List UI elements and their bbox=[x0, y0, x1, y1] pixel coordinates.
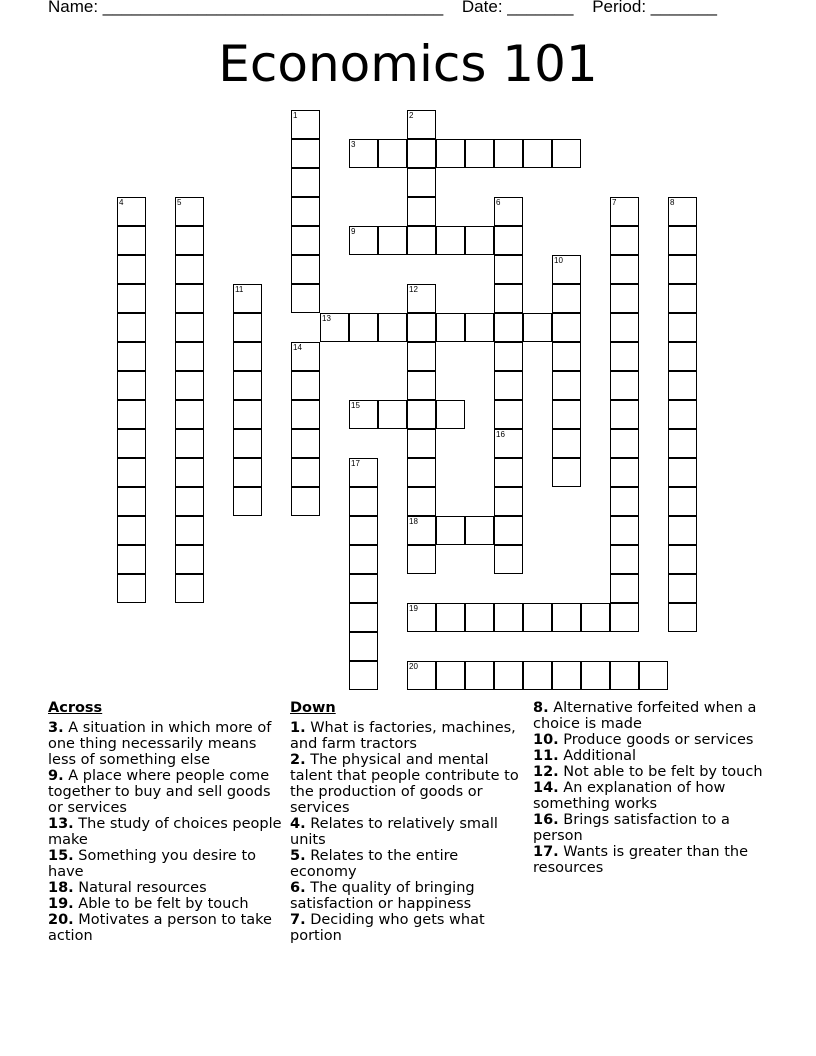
clue-item-text: An explanation of how something works bbox=[533, 780, 726, 812]
clue-item bbox=[48, 816, 284, 848]
crossword-cell[interactable] bbox=[175, 284, 204, 313]
crossword-cell[interactable] bbox=[233, 458, 262, 487]
crossword-cell[interactable] bbox=[610, 255, 639, 284]
crossword-cell[interactable] bbox=[668, 255, 697, 284]
crossword-cell[interactable] bbox=[494, 255, 523, 284]
crossword-cell[interactable] bbox=[552, 255, 581, 284]
crossword-cell[interactable] bbox=[320, 313, 349, 342]
crossword-cell[interactable] bbox=[117, 226, 146, 255]
crossword-cell[interactable] bbox=[378, 400, 407, 429]
crossword-cell[interactable] bbox=[668, 458, 697, 487]
crossword-cell[interactable] bbox=[668, 400, 697, 429]
crossword-cell[interactable] bbox=[233, 429, 262, 458]
crossword-cell[interactable] bbox=[407, 487, 436, 516]
crossword-cell[interactable] bbox=[349, 632, 378, 661]
crossword-cell[interactable] bbox=[436, 400, 465, 429]
crossword-cell[interactable] bbox=[581, 661, 610, 690]
crossword-cell[interactable] bbox=[523, 313, 552, 342]
crossword-cell[interactable] bbox=[668, 284, 697, 313]
crossword-cell[interactable] bbox=[175, 197, 204, 226]
crossword-cell[interactable] bbox=[668, 226, 697, 255]
crossword-cell[interactable] bbox=[175, 516, 204, 545]
clue-item-text: The study of choices people make bbox=[48, 816, 282, 848]
clue-number: 4 bbox=[119, 198, 124, 207]
clue-number: 18 bbox=[409, 517, 418, 526]
crossword-cell[interactable] bbox=[117, 545, 146, 574]
clue-item-text: A place where people come together to buy and sell goods or services bbox=[48, 768, 271, 816]
crossword-cell[interactable] bbox=[175, 400, 204, 429]
crossword-cell[interactable] bbox=[175, 574, 204, 603]
clue-number: 7 bbox=[612, 198, 617, 207]
crossword-cell[interactable] bbox=[407, 342, 436, 371]
clue-item bbox=[533, 812, 763, 844]
crossword-cell[interactable] bbox=[117, 371, 146, 400]
crossword-cell[interactable] bbox=[610, 284, 639, 313]
crossword-cell[interactable] bbox=[610, 400, 639, 429]
crossword-cell[interactable] bbox=[494, 429, 523, 458]
clue-item-number: 8. bbox=[533, 700, 549, 716]
clue-item bbox=[48, 768, 284, 816]
crossword-cell[interactable] bbox=[523, 661, 552, 690]
crossword-cell[interactable] bbox=[175, 226, 204, 255]
clue-item-text: Motivates a person to take action bbox=[48, 912, 272, 944]
crossword-cell[interactable] bbox=[465, 661, 494, 690]
crossword-cell[interactable] bbox=[175, 255, 204, 284]
crossword-cell[interactable] bbox=[407, 313, 436, 342]
crossword-cell[interactable] bbox=[117, 574, 146, 603]
crossword-cell[interactable] bbox=[494, 516, 523, 545]
across-clues bbox=[48, 700, 284, 944]
clue-item bbox=[533, 700, 763, 732]
crossword-cell[interactable] bbox=[291, 110, 320, 139]
crossword-cell[interactable] bbox=[494, 400, 523, 429]
crossword-cell[interactable] bbox=[349, 516, 378, 545]
crossword-cell[interactable] bbox=[291, 371, 320, 400]
clue-item-number: 18. bbox=[48, 880, 74, 896]
name-field[interactable]: Name: ____________________________________ bbox=[48, 0, 444, 16]
clue-item-text: Produce goods or services bbox=[563, 732, 754, 748]
crossword-cell[interactable] bbox=[378, 139, 407, 168]
clue-item-number: 15. bbox=[48, 848, 74, 864]
crossword-cell[interactable] bbox=[117, 197, 146, 226]
crossword-cell[interactable] bbox=[407, 139, 436, 168]
crossword-cell[interactable] bbox=[668, 371, 697, 400]
crossword-cell[interactable] bbox=[494, 284, 523, 313]
crossword-cell[interactable] bbox=[407, 400, 436, 429]
clue-item-text: Additional bbox=[563, 748, 637, 764]
clue-item-text: Relates to relatively small units bbox=[290, 816, 498, 848]
crossword-cell[interactable] bbox=[175, 487, 204, 516]
crossword-cell[interactable] bbox=[291, 284, 320, 313]
crossword-cell[interactable] bbox=[407, 110, 436, 139]
clue-item-number: 9. bbox=[48, 768, 64, 784]
crossword-cell[interactable] bbox=[291, 255, 320, 284]
crossword-cell[interactable] bbox=[610, 574, 639, 603]
crossword-cell[interactable] bbox=[436, 516, 465, 545]
clue-item-number: 5. bbox=[290, 848, 306, 864]
clue-item-number: 13. bbox=[48, 816, 74, 832]
crossword-cell[interactable] bbox=[610, 371, 639, 400]
crossword-cell[interactable] bbox=[407, 429, 436, 458]
crossword-cell[interactable] bbox=[233, 487, 262, 516]
clue-item bbox=[290, 880, 526, 912]
crossword-cell[interactable] bbox=[639, 661, 668, 690]
crossword-cell[interactable] bbox=[668, 574, 697, 603]
crossword-cell[interactable] bbox=[117, 284, 146, 313]
clue-item bbox=[48, 720, 284, 768]
clue-item bbox=[533, 844, 763, 876]
crossword-cell[interactable] bbox=[552, 371, 581, 400]
crossword-cell[interactable] bbox=[610, 603, 639, 632]
crossword-cell[interactable] bbox=[668, 342, 697, 371]
crossword-cell[interactable] bbox=[407, 371, 436, 400]
across-heading: Across bbox=[48, 700, 103, 716]
crossword-cell[interactable] bbox=[552, 429, 581, 458]
crossword-cell[interactable] bbox=[610, 458, 639, 487]
clue-item-number: 10. bbox=[533, 732, 559, 748]
clue-item bbox=[290, 912, 526, 944]
crossword-cell[interactable] bbox=[610, 342, 639, 371]
crossword-cell[interactable] bbox=[378, 313, 407, 342]
crossword-cell[interactable] bbox=[494, 458, 523, 487]
crossword-cell[interactable] bbox=[465, 226, 494, 255]
crossword-cell[interactable] bbox=[291, 487, 320, 516]
crossword-cell[interactable] bbox=[494, 342, 523, 371]
clue-item bbox=[48, 912, 284, 944]
clue-number: 12 bbox=[409, 285, 418, 294]
clue-item-text: Natural resources bbox=[78, 880, 207, 896]
clue-item-number: 1. bbox=[290, 720, 306, 736]
clue-number: 3 bbox=[351, 140, 356, 149]
crossword-cell[interactable] bbox=[233, 284, 262, 313]
clue-item-text: Brings satisfaction to a person bbox=[533, 812, 730, 844]
crossword-cell[interactable] bbox=[117, 458, 146, 487]
crossword-cell[interactable] bbox=[291, 226, 320, 255]
clue-item-text: The quality of bringing satisfaction or happiness bbox=[290, 880, 475, 912]
crossword-cell[interactable] bbox=[349, 226, 378, 255]
crossword-cell[interactable] bbox=[668, 545, 697, 574]
crossword-cell[interactable] bbox=[349, 458, 378, 487]
crossword-cell[interactable] bbox=[494, 603, 523, 632]
clue-item-text: Not able to be felt by touch bbox=[563, 764, 763, 780]
clue-number: 8 bbox=[670, 198, 675, 207]
crossword-cell[interactable] bbox=[233, 342, 262, 371]
period-field[interactable]: Period: _______ bbox=[592, 0, 717, 16]
clue-item-number: 7. bbox=[290, 912, 306, 928]
down-clues bbox=[290, 700, 526, 944]
clue-item-number: 4. bbox=[290, 816, 306, 832]
clue-item-number: 6. bbox=[290, 880, 306, 896]
crossword-cell[interactable] bbox=[233, 313, 262, 342]
crossword-cell[interactable] bbox=[494, 313, 523, 342]
crossword-cell[interactable] bbox=[494, 661, 523, 690]
crossword-cell[interactable] bbox=[610, 226, 639, 255]
crossword-cell[interactable] bbox=[407, 516, 436, 545]
clue-item bbox=[48, 896, 284, 912]
clue-item-number: 3. bbox=[48, 720, 64, 736]
clue-number: 6 bbox=[496, 198, 501, 207]
clue-number: 14 bbox=[293, 343, 302, 352]
clue-item-text: What is factories, machines, and farm tractors bbox=[290, 720, 516, 752]
crossword-cell[interactable] bbox=[494, 545, 523, 574]
crossword-cell[interactable] bbox=[407, 284, 436, 313]
clue-item bbox=[290, 848, 526, 880]
crossword-cell[interactable] bbox=[523, 603, 552, 632]
crossword-cell[interactable] bbox=[465, 603, 494, 632]
clue-item-text: Deciding who gets what portion bbox=[290, 912, 485, 944]
clue-item-text: Alternative forfeited when a choice is made bbox=[533, 700, 757, 732]
clue-item-text: Wants is greater than the resources bbox=[533, 844, 749, 876]
crossword-cell[interactable] bbox=[552, 458, 581, 487]
crossword-cell[interactable] bbox=[117, 487, 146, 516]
clue-number: 1 bbox=[293, 111, 298, 120]
crossword-cell[interactable] bbox=[494, 371, 523, 400]
crossword-cell[interactable] bbox=[465, 313, 494, 342]
crossword-cell[interactable] bbox=[610, 313, 639, 342]
crossword-cell[interactable] bbox=[117, 516, 146, 545]
crossword-cell[interactable] bbox=[349, 139, 378, 168]
clue-item-number: 20. bbox=[48, 912, 74, 928]
clue-number: 16 bbox=[496, 430, 505, 439]
clue-item-text: Relates to the entire economy bbox=[290, 848, 459, 880]
clue-item bbox=[533, 732, 763, 748]
crossword-cell[interactable] bbox=[407, 458, 436, 487]
crossword-cell[interactable] bbox=[552, 313, 581, 342]
clue-item-number: 17. bbox=[533, 844, 559, 860]
crossword-cell[interactable] bbox=[610, 197, 639, 226]
crossword-cell[interactable] bbox=[291, 197, 320, 226]
crossword-cell[interactable] bbox=[407, 226, 436, 255]
crossword-cell[interactable] bbox=[668, 429, 697, 458]
crossword-cell[interactable] bbox=[291, 429, 320, 458]
crossword-cell[interactable] bbox=[552, 284, 581, 313]
crossword-cell[interactable] bbox=[494, 139, 523, 168]
crossword-cell[interactable] bbox=[233, 371, 262, 400]
crossword-cell[interactable] bbox=[668, 516, 697, 545]
clue-item-text: The physical and mental talent that people contribute to the production of goods or services bbox=[290, 752, 519, 816]
crossword-cell[interactable] bbox=[436, 313, 465, 342]
crossword-cell[interactable] bbox=[117, 255, 146, 284]
crossword-cell[interactable] bbox=[436, 661, 465, 690]
crossword-cell[interactable] bbox=[552, 603, 581, 632]
crossword-cell[interactable] bbox=[523, 139, 552, 168]
crossword-cell[interactable] bbox=[175, 371, 204, 400]
clue-number: 9 bbox=[351, 227, 356, 236]
clue-item-text: Something you desire to have bbox=[48, 848, 257, 880]
clue-item bbox=[533, 764, 763, 780]
clue-number: 15 bbox=[351, 401, 360, 410]
clue-number: 13 bbox=[322, 314, 331, 323]
down-clues-continued bbox=[533, 700, 763, 876]
clue-number: 2 bbox=[409, 111, 414, 120]
crossword-cell[interactable] bbox=[349, 545, 378, 574]
crossword-cell[interactable] bbox=[349, 603, 378, 632]
crossword-cell[interactable] bbox=[436, 139, 465, 168]
crossword-cell[interactable] bbox=[407, 168, 436, 197]
crossword-cell[interactable] bbox=[668, 313, 697, 342]
crossword-cell[interactable] bbox=[175, 342, 204, 371]
crossword-cell[interactable] bbox=[175, 458, 204, 487]
crossword-cell[interactable] bbox=[291, 168, 320, 197]
crossword-cell[interactable] bbox=[552, 400, 581, 429]
clue-number: 20 bbox=[409, 662, 418, 671]
crossword-cell[interactable] bbox=[552, 661, 581, 690]
clue-item bbox=[290, 720, 526, 752]
crossword-cell[interactable] bbox=[117, 429, 146, 458]
crossword-cell[interactable] bbox=[407, 661, 436, 690]
crossword-cell[interactable] bbox=[407, 197, 436, 226]
crossword-cell[interactable] bbox=[349, 400, 378, 429]
crossword-cell[interactable] bbox=[552, 139, 581, 168]
crossword-cell[interactable] bbox=[175, 313, 204, 342]
crossword-cell[interactable] bbox=[465, 516, 494, 545]
clue-item bbox=[48, 880, 284, 896]
crossword-cell[interactable] bbox=[291, 458, 320, 487]
crossword-cell[interactable] bbox=[117, 342, 146, 371]
crossword-cell[interactable] bbox=[291, 139, 320, 168]
clue-item bbox=[533, 748, 763, 764]
crossword-cell[interactable] bbox=[378, 226, 407, 255]
crossword-cell[interactable] bbox=[494, 197, 523, 226]
clue-item-number: 11. bbox=[533, 748, 559, 764]
clue-number: 19 bbox=[409, 604, 418, 613]
clue-item bbox=[290, 752, 526, 816]
crossword-cell[interactable] bbox=[175, 545, 204, 574]
clue-item bbox=[48, 848, 284, 880]
crossword-cell[interactable] bbox=[668, 197, 697, 226]
crossword-cell[interactable] bbox=[610, 429, 639, 458]
crossword-cell[interactable] bbox=[465, 139, 494, 168]
crossword-cell[interactable] bbox=[436, 603, 465, 632]
clue-item bbox=[533, 780, 763, 812]
clue-number: 11 bbox=[235, 285, 244, 294]
crossword-cell[interactable] bbox=[494, 487, 523, 516]
crossword-cell[interactable] bbox=[349, 487, 378, 516]
clue-item-number: 12. bbox=[533, 764, 559, 780]
clue-number: 17 bbox=[351, 459, 360, 468]
page-title: Economics 101 bbox=[218, 35, 598, 93]
crossword-cell[interactable] bbox=[291, 342, 320, 371]
crossword-cell[interactable] bbox=[349, 574, 378, 603]
crossword-cell[interactable] bbox=[552, 342, 581, 371]
crossword-cell[interactable] bbox=[668, 603, 697, 632]
crossword-cell[interactable] bbox=[349, 313, 378, 342]
crossword-cell[interactable] bbox=[407, 545, 436, 574]
crossword-cell[interactable] bbox=[349, 661, 378, 690]
crossword-cell[interactable] bbox=[436, 226, 465, 255]
down-heading: Down bbox=[290, 700, 336, 716]
crossword-cell[interactable] bbox=[291, 400, 320, 429]
clue-item-text: A situation in which more of one thing necessarily means less of something else bbox=[48, 720, 272, 768]
clue-item-number: 16. bbox=[533, 812, 559, 828]
crossword-cell[interactable] bbox=[610, 487, 639, 516]
crossword-cell[interactable] bbox=[233, 400, 262, 429]
crossword-cell[interactable] bbox=[117, 313, 146, 342]
clue-item-text: Able to be felt by touch bbox=[78, 896, 249, 912]
crossword-cell[interactable] bbox=[494, 226, 523, 255]
crossword-cell[interactable] bbox=[610, 516, 639, 545]
clue-number: 10 bbox=[554, 256, 563, 265]
clue-item-number: 2. bbox=[290, 752, 306, 768]
crossword-cell[interactable] bbox=[668, 487, 697, 516]
clue-number: 5 bbox=[177, 198, 182, 207]
crossword-cell[interactable] bbox=[581, 603, 610, 632]
crossword-cell[interactable] bbox=[117, 400, 146, 429]
clue-item-number: 19. bbox=[48, 896, 74, 912]
clue-item bbox=[290, 816, 526, 848]
crossword-cell[interactable] bbox=[175, 429, 204, 458]
crossword-cell[interactable] bbox=[407, 603, 436, 632]
clue-item-number: 14. bbox=[533, 780, 559, 796]
crossword-cell[interactable] bbox=[610, 661, 639, 690]
crossword-cell[interactable] bbox=[610, 545, 639, 574]
date-field[interactable]: Date: _______ bbox=[461, 0, 574, 16]
